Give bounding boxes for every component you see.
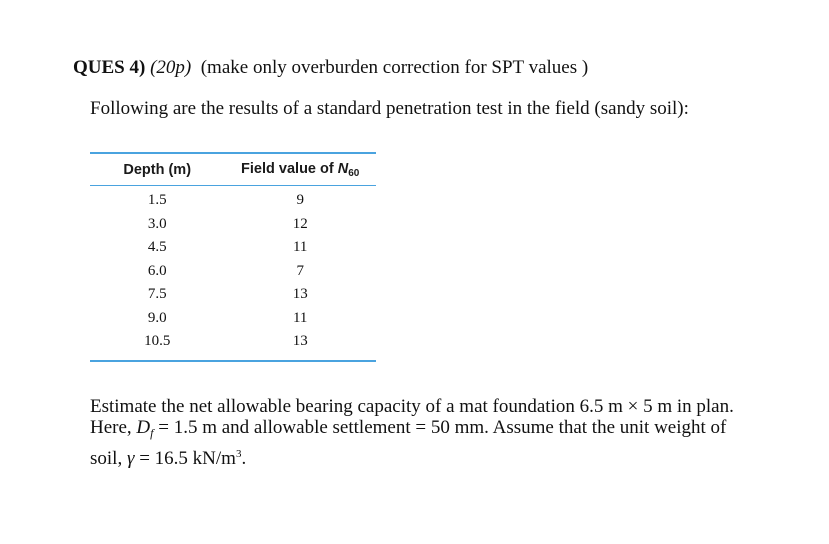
estimate-line-3-a: soil, [90, 448, 127, 469]
intro-text: Following are the results of a standard penetration test in the field (sandy soil): [90, 98, 689, 119]
header-n60 [224, 154, 376, 186]
table-bottom-rule [90, 360, 376, 362]
cell-depth: 4.5 [147, 239, 167, 255]
estimate-paragraph [90, 396, 820, 469]
estimate-line-3-b: = 16.5 kN/m [134, 448, 236, 469]
header-n60-sub: 60 [348, 168, 360, 179]
table-row [90, 307, 376, 331]
df-subscript: f [150, 426, 154, 440]
cell-n60: 13 [292, 333, 308, 349]
cell-n60: 12 [292, 215, 308, 232]
table-row [90, 213, 376, 237]
unit-superscript: 3 [235, 448, 242, 460]
table-header-row [90, 154, 376, 186]
spt-table [90, 152, 376, 362]
cell-depth: 3.0 [147, 215, 167, 232]
cell-depth: 10.5 [144, 333, 171, 349]
header-n60-prefix: Field value of [241, 161, 338, 177]
question-note: (make only overburden correction for SPT values ) [200, 57, 589, 78]
estimate-line-3 [90, 444, 820, 469]
table-row [90, 283, 376, 307]
estimate-line-1: Estimate the net allowable bearing capacity of a mat foundation 6.5 m × 5 m in plan. [90, 396, 734, 417]
estimate-line-2-b: = 1.5 m and allowable settlement = 50 mm. Assume that the unit weight of [153, 417, 727, 438]
cell-depth: 6.0 [147, 262, 167, 279]
table-row [90, 186, 376, 213]
table-row [90, 330, 376, 360]
table-row [90, 260, 376, 284]
estimate-line-3-end: . [241, 448, 247, 469]
gamma-symbol: γ [126, 448, 135, 469]
table-row [90, 236, 376, 260]
estimate-line-2 [90, 417, 820, 444]
question-heading [73, 57, 588, 79]
cell-depth: 1.5 [147, 192, 167, 208]
cell-n60: 7 [296, 262, 304, 279]
df-symbol: D [136, 417, 151, 438]
cell-n60: 9 [296, 192, 304, 208]
cell-depth: 7.5 [147, 286, 167, 302]
question-number: QUES 4) [73, 57, 146, 78]
question-points: (20p) [150, 57, 192, 78]
header-n60-symbol: N [337, 161, 349, 177]
header-depth: Depth (m) [123, 162, 192, 178]
cell-n60: 11 [292, 309, 308, 326]
cell-depth: 9.0 [147, 309, 167, 326]
cell-n60: 13 [292, 286, 308, 302]
cell-n60: 11 [292, 239, 308, 255]
estimate-line-2-a: Here, [90, 417, 137, 438]
